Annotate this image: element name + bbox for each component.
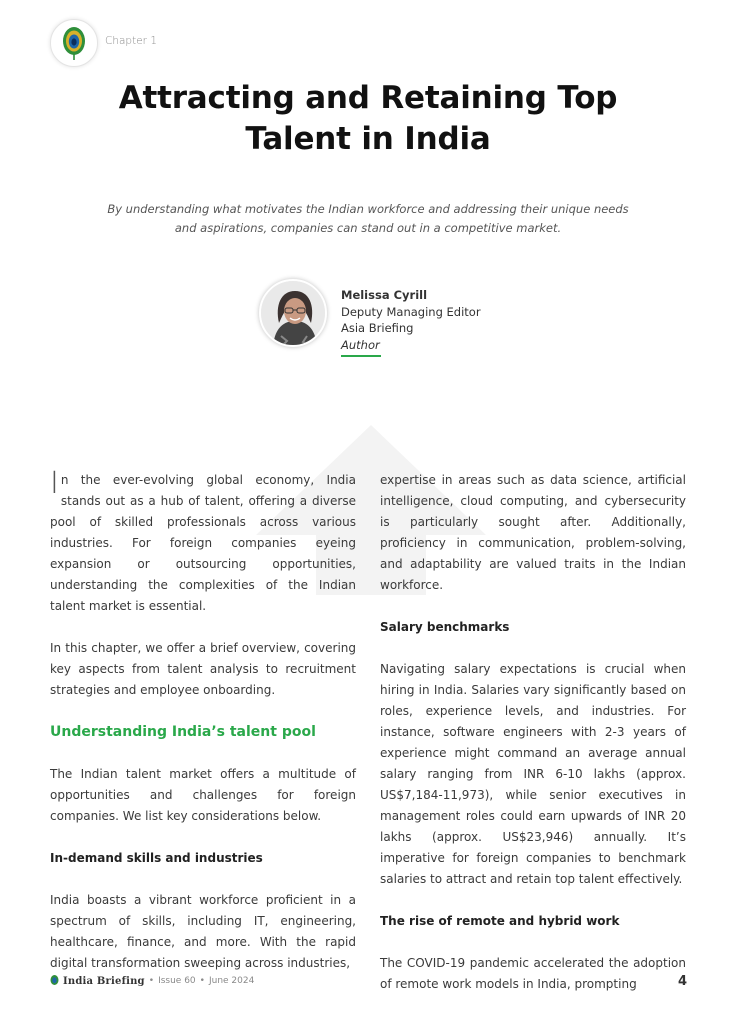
footer	[50, 975, 254, 987]
salary-paragraph: Navigating salary expectations is crucial when hiring in India. Salaries vary significantly based on roles, experience levels, and industries. For instance, software engineers with 2-3 years of experience might command an average annual salary ranging from INR 6-10 lakhs (approx. US$7,184-11,973), while senior executives in management roles could earn upwards of INR 20 lakhs (approx. US$23,946) annually. It’s imperative for foreign companies to benchmark salaries to attract and retain top talent effectively.	[380, 662, 686, 886]
author-organization: Asia Briefing	[341, 321, 414, 335]
footer-separator: •	[199, 976, 205, 986]
remote-work-paragraph: The COVID-19 pandemic accelerated the adoption of remote work models in India, prompting	[380, 956, 686, 991]
subtitle-line: and aspirations, companies can stand out in a competitive market.	[174, 221, 562, 235]
title-line: Attracting and Retaining Top	[118, 80, 618, 116]
section-heading: Understanding India’s talent pool	[50, 724, 316, 740]
footer-date: June 2024	[208, 976, 255, 986]
footer-separator: •	[148, 976, 155, 986]
left-column	[50, 466, 356, 974]
title-line: Talent in India	[245, 121, 491, 157]
intro-paragraph	[50, 466, 356, 617]
subtitle-line: By understanding what motivates the Indian workforce and addressing their unique needs	[107, 202, 629, 216]
peacock-feather-icon	[50, 975, 59, 987]
skills-paragraph: India boasts a vibrant workforce proficient in a spectrum of skills, including IT, engineering, healthcare, finance, and more. With the rapid digital transformation sweeping across industries,	[50, 893, 356, 970]
overview-paragraph: In this chapter, we offer a brief overview, covering key aspects from talent analysis to recruitment strategies and employee onboarding.	[50, 641, 356, 697]
subheading-skills: In-demand skills and industries	[50, 851, 263, 865]
publication-logo	[50, 19, 98, 67]
chapter-label: Chapter 1	[105, 35, 157, 47]
author-name: Melissa Cyrill	[341, 288, 428, 302]
subheading-remote-work: The rise of remote and hybrid work	[380, 914, 620, 928]
article-subtitle	[80, 200, 656, 238]
right-column	[380, 470, 686, 995]
author-underline	[341, 355, 381, 357]
author-role-label: Author	[341, 337, 380, 352]
author-position: Deputy Managing Editor	[341, 304, 481, 319]
page-number: 4	[678, 974, 688, 989]
peacock-feather-icon	[61, 26, 87, 60]
intro-text: n the ever-evolving global economy, India stands out as a hub of talent, offering a diverse pool of skilled professionals across various industries. For foreign companies eyeing expansion or outsourcing opportunities, understanding the complexities of the Indian talent market is essential.	[50, 473, 356, 613]
expertise-paragraph: expertise in areas such as data science, artificial intelligence, cloud computing, and cybersecurity is particularly sought after. Additionally, proficiency in communication, problem-solving, and adaptability are valued traits in the Indian workforce.	[380, 473, 686, 592]
talent-market-paragraph: The Indian talent market offers a multitude of opportunities and challenges for foreign companies. We list key considerations below.	[50, 767, 356, 823]
article-title	[80, 78, 656, 160]
author-avatar	[259, 279, 327, 347]
footer-issue: Issue 60	[158, 976, 196, 986]
subheading-salary: Salary benchmarks	[380, 620, 510, 634]
drop-cap: I	[50, 466, 59, 501]
footer-brand: India Briefing	[63, 975, 145, 987]
author-info	[341, 287, 481, 357]
